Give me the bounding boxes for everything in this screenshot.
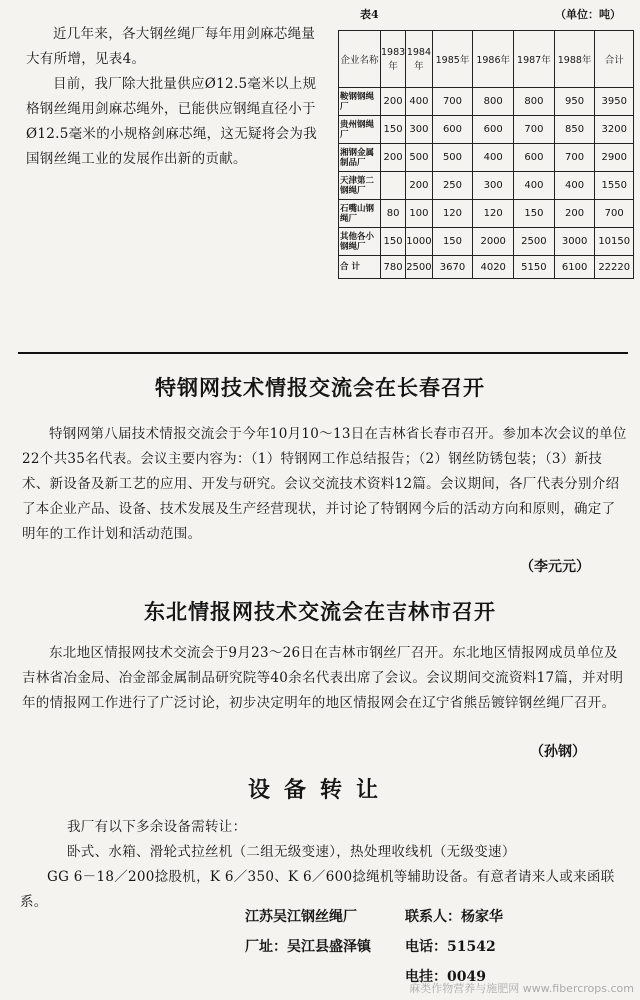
cell: 2500 bbox=[514, 228, 555, 256]
transfer-line-3: GG 6－18／200捻股机，K 6／350、K 6／600捻绳机等辅助设备。有意者请来人或来函联系。 bbox=[20, 869, 615, 910]
cell: 950 bbox=[554, 88, 595, 116]
cell: 120 bbox=[432, 200, 473, 228]
cell: 1000 bbox=[406, 228, 432, 256]
cell: 600 bbox=[473, 116, 514, 144]
cell: 100 bbox=[406, 200, 432, 228]
contact-telegram: 电挂：0049 bbox=[405, 969, 486, 985]
col-header: 合计 bbox=[595, 31, 634, 88]
cell: 700 bbox=[432, 88, 473, 116]
table-row bbox=[339, 172, 634, 200]
cell: 10150 bbox=[595, 228, 634, 256]
cell: 200 bbox=[381, 88, 406, 116]
cell: 500 bbox=[406, 144, 432, 172]
table-unit: （单位：吨） bbox=[555, 8, 621, 21]
col-header: 1983年 bbox=[381, 31, 406, 88]
cell: 2900 bbox=[595, 144, 634, 172]
cell: 300 bbox=[473, 172, 514, 200]
cell: 天津第二钢绳厂 bbox=[339, 172, 381, 200]
contact-person: 联系人：杨家华 bbox=[405, 909, 503, 925]
cell: 600 bbox=[514, 144, 555, 172]
col-header: 1985年 bbox=[432, 31, 473, 88]
cell: 3000 bbox=[554, 228, 595, 256]
intro-para-1: 近几年来，各大钢丝绳厂每年用剑麻芯绳量大有所增，见表4。 bbox=[26, 26, 316, 67]
cell bbox=[381, 172, 406, 200]
table-header-row bbox=[339, 31, 634, 88]
article1-author: （李元元） bbox=[520, 559, 590, 575]
table-row bbox=[339, 144, 634, 172]
transfer-line-2: 卧式、水箱、滑轮式拉丝机（二组无级变速），热处理收线机（无级变速） bbox=[67, 844, 516, 860]
cell: 22220 bbox=[595, 256, 634, 279]
article1-title: 特钢网技术情报交流会在长春召开 bbox=[155, 375, 485, 400]
cell: 150 bbox=[432, 228, 473, 256]
cell: 80 bbox=[381, 200, 406, 228]
consumption-table bbox=[338, 30, 634, 279]
cell: 700 bbox=[514, 116, 555, 144]
col-header: 1988年 bbox=[554, 31, 595, 88]
col-header: 1984年 bbox=[406, 31, 432, 88]
table-row bbox=[339, 228, 634, 256]
company-name: 江苏吴江钢丝绳厂 bbox=[245, 909, 357, 925]
article2-text: 东北地区情报网技术交流会于9月23～26日在吉林市钢丝厂召开。东北地区情报网成员单位及吉林省冶金局、冶金部金属制品研究院等40余名代表出席了会议。会议期间交流资料17篇，并对明年的情报网工作进行了广泛讨论，初步决定明年的地区情报网会在辽宁省熊岳镀锌钢丝绳厂召开。 bbox=[22, 645, 624, 711]
transfer-body bbox=[20, 815, 630, 915]
cell: 400 bbox=[406, 88, 432, 116]
article2-author: （孙钢） bbox=[530, 744, 586, 760]
cell: 120 bbox=[473, 200, 514, 228]
cell: 3200 bbox=[595, 116, 634, 144]
cell: 200 bbox=[406, 172, 432, 200]
cell: 700 bbox=[595, 200, 634, 228]
cell: 贵州钢绳厂 bbox=[339, 116, 381, 144]
cell: 150 bbox=[381, 116, 406, 144]
article1-text: 特钢网第八届技术情报交流会于今年10月10～13日在吉林省长春市召开。参加本次会议的单位22个共35名代表。会议主要内容为：（1）特钢网工作总结报告；（2）钢丝防锈包装；（3）新技术、新设备及新工艺的应用、开发与研究。会议交流技术资料12篇。会议期间，各厂代表分别介绍了本企业产品、设备、技术发展及生产经营现状，并讨论了特钢网今后的活动方向和原则，确定了明年的工作计划和活动范围。 bbox=[22, 426, 627, 542]
cell: 400 bbox=[514, 172, 555, 200]
table-caption bbox=[360, 6, 635, 22]
cell: 800 bbox=[473, 88, 514, 116]
cell: 其他各小钢绳厂 bbox=[339, 228, 381, 256]
section-divider bbox=[18, 352, 628, 354]
cell: 400 bbox=[473, 144, 514, 172]
intro-para-2: 目前，我厂除大批量供应Ø12.5毫米以上规格钢丝绳用剑麻芯绳外，已能供应钢绳直径小于Ø12.5毫米的小规格剑麻芯绳，这无疑将会为我国钢丝绳工业的发展作出新的贡献。 bbox=[26, 76, 318, 167]
cell: 湘钢金属制品厂 bbox=[339, 144, 381, 172]
cell: 250 bbox=[432, 172, 473, 200]
cell: 3670 bbox=[432, 256, 473, 279]
cell: 2000 bbox=[473, 228, 514, 256]
article2-title: 东北情报网技术交流会在吉林市召开 bbox=[144, 599, 496, 624]
table-row bbox=[339, 200, 634, 228]
cell: 6100 bbox=[554, 256, 595, 279]
cell: 150 bbox=[514, 200, 555, 228]
cell: 2500 bbox=[406, 256, 432, 279]
transfer-title: 设备转让 bbox=[247, 777, 392, 803]
article2-body bbox=[22, 641, 628, 716]
intro-text bbox=[26, 22, 321, 172]
table-number: 表4 bbox=[360, 8, 379, 21]
cell: 700 bbox=[554, 144, 595, 172]
cell: 4020 bbox=[473, 256, 514, 279]
cell: 1550 bbox=[595, 172, 634, 200]
cell: 850 bbox=[554, 116, 595, 144]
cell: 200 bbox=[554, 200, 595, 228]
col-header: 企业名称 bbox=[339, 31, 381, 88]
cell: 200 bbox=[381, 144, 406, 172]
col-header: 1987年 bbox=[514, 31, 555, 88]
watermark: 麻类作物营养与施肥网 www.fibercrops.com bbox=[409, 982, 634, 995]
cell: 鞍钢钢绳厂 bbox=[339, 88, 381, 116]
table-total-row bbox=[339, 256, 634, 279]
table-row bbox=[339, 88, 634, 116]
cell: 600 bbox=[432, 116, 473, 144]
contact-phone: 电话：51542 bbox=[405, 939, 496, 955]
transfer-line-1: 我厂有以下多余设备需转让： bbox=[67, 819, 247, 835]
cell: 800 bbox=[514, 88, 555, 116]
cell: 5150 bbox=[514, 256, 555, 279]
cell: 500 bbox=[432, 144, 473, 172]
cell: 石嘴山钢绳厂 bbox=[339, 200, 381, 228]
cell: 150 bbox=[381, 228, 406, 256]
cell: 780 bbox=[381, 256, 406, 279]
company-address: 厂址：吴江县盛泽镇 bbox=[245, 939, 371, 955]
cell: 合 计 bbox=[339, 256, 381, 279]
cell: 300 bbox=[406, 116, 432, 144]
cell: 400 bbox=[554, 172, 595, 200]
cell: 3950 bbox=[595, 88, 634, 116]
table-row bbox=[339, 116, 634, 144]
col-header: 1986年 bbox=[473, 31, 514, 88]
article1-body bbox=[22, 422, 628, 547]
